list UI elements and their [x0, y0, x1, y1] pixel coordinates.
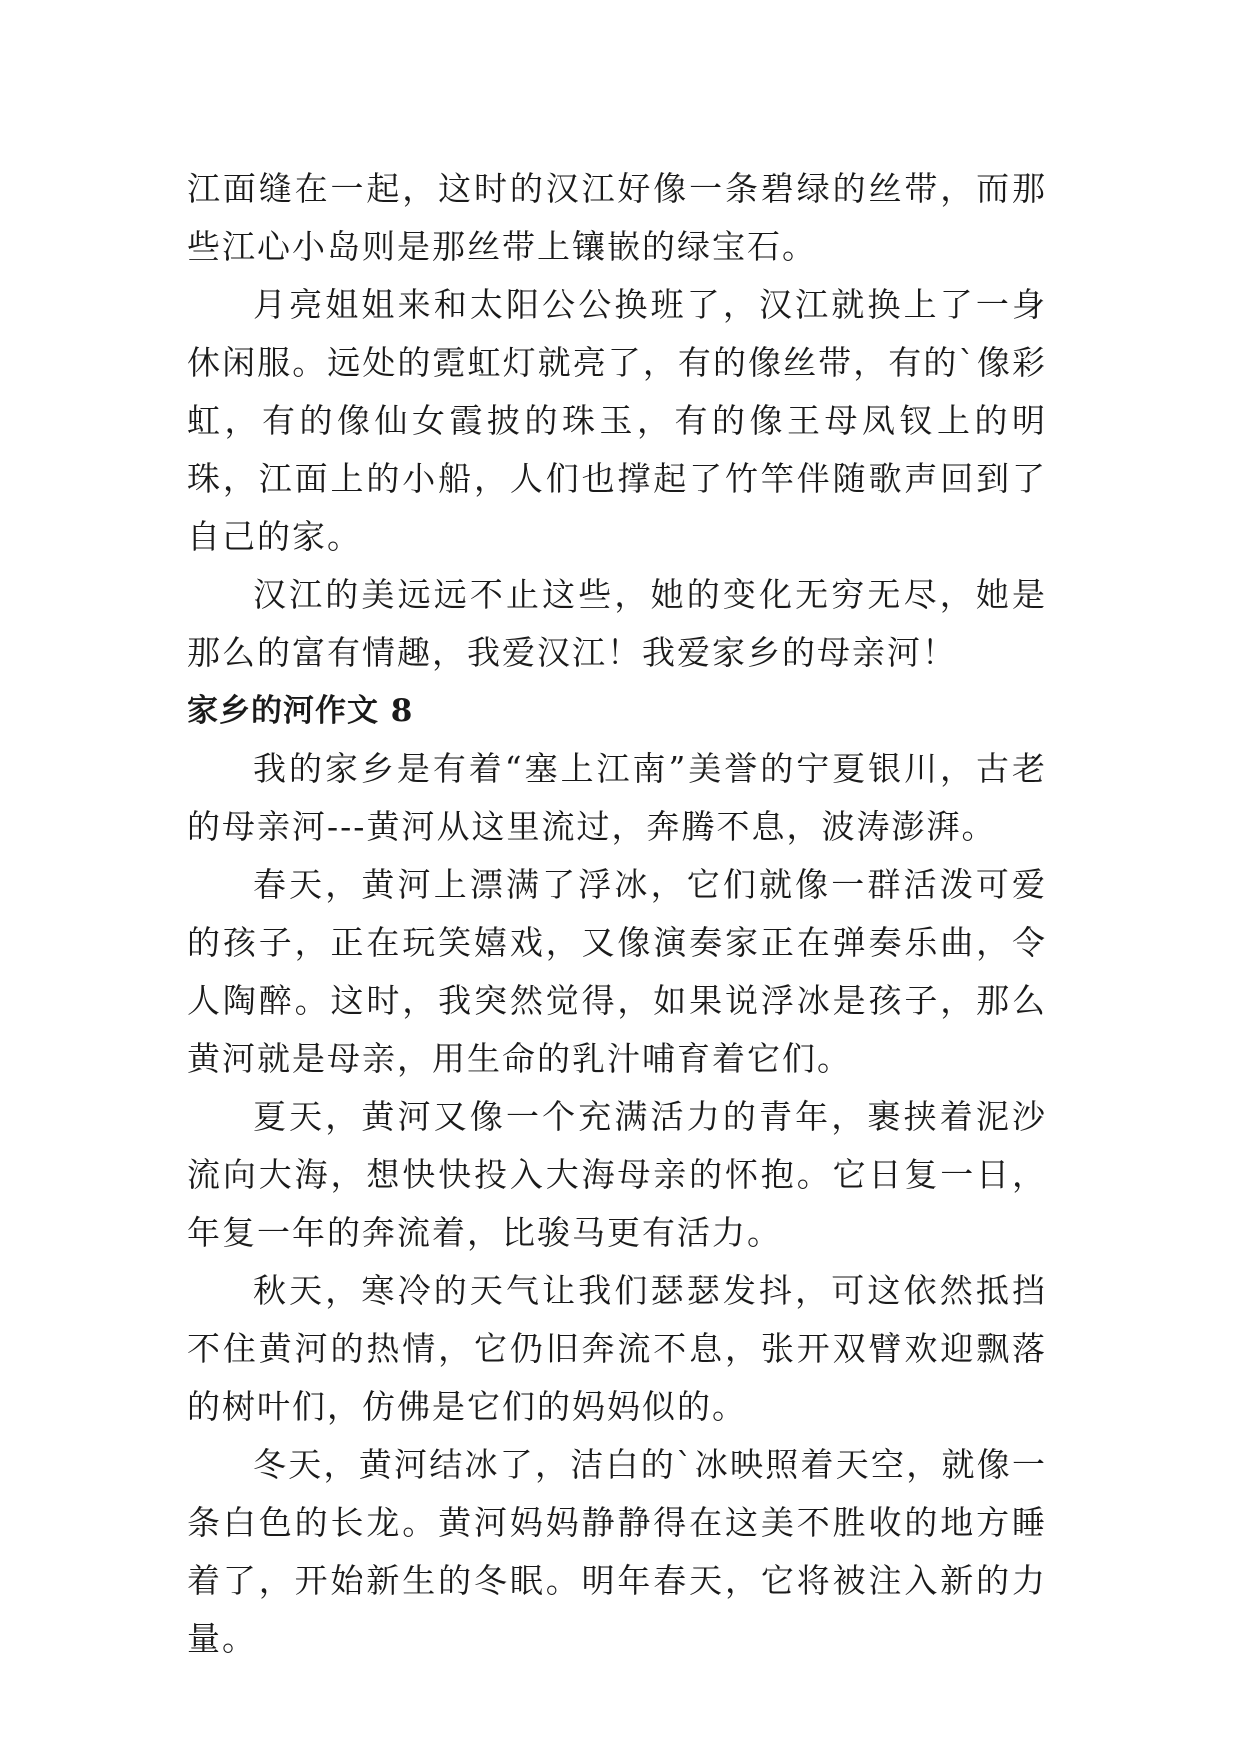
document-body [187, 160, 1047, 1668]
paragraph-winter: 冬天，黄河结冰了，洁白的`冰映照着天空，就像一条白色的长龙。黄河妈妈静静得在这美不胜收的地方睡着了，开始新生的冬眠。明年春天，它将被注入新的力量。 [187, 1445, 1047, 1658]
section-heading: 家乡的河作文 8 [187, 693, 414, 729]
paragraph-hanjiang-love: 汉江的美远远不止这些，她的变化无穷无尽，她是那么的富有情趣，我爱汉江！我爱家乡的母亲河！ [187, 575, 1047, 672]
paragraph-hanjiang-ribbon: 江面缝在一起，这时的汉江好像一条碧绿的丝带，而那些江心小岛则是那丝带上镶嵌的绿宝石。 [187, 169, 1047, 266]
paragraph-summer: 夏天，黄河又像一个充满活力的青年，裹挟着泥沙流向大海，想快快投入大海母亲的怀抱。它日复一日，年复一年的奔流着，比骏马更有活力。 [187, 1097, 1047, 1252]
paragraph-yinchuan-intro: 我的家乡是有着“塞上江南”美誉的宁夏银川，古老的母亲河---黄河从这里流过，奔腾不息，波涛澎湃。 [187, 749, 1047, 846]
paragraph-hanjiang-night: 月亮姐姐来和太阳公公换班了，汉江就换上了一身休闲服。远处的霓虹灯就亮了，有的像丝带，有的`像彩虹，有的像仙女霞披的珠玉，有的像王母凤钗上的明珠，江面上的小船，人们也撑起了竹竿伴随歌声回到了自己的家。 [187, 285, 1047, 556]
paragraph-autumn: 秋天，寒冷的天气让我们瑟瑟发抖，可这依然抵挡不住黄河的热情，它仍旧奔流不息，张开双臂欢迎飘落的树叶们，仿佛是它们的妈妈似的。 [187, 1271, 1047, 1426]
paragraph-spring: 春天，黄河上漂满了浮冰，它们就像一群活泼可爱的孩子，正在玩笑嬉戏，又像演奏家正在弹奏乐曲，令人陶醉。这时，我突然觉得，如果说浮冰是孩子，那么黄河就是母亲，用生命的乳汁哺育着它们。 [187, 865, 1047, 1078]
